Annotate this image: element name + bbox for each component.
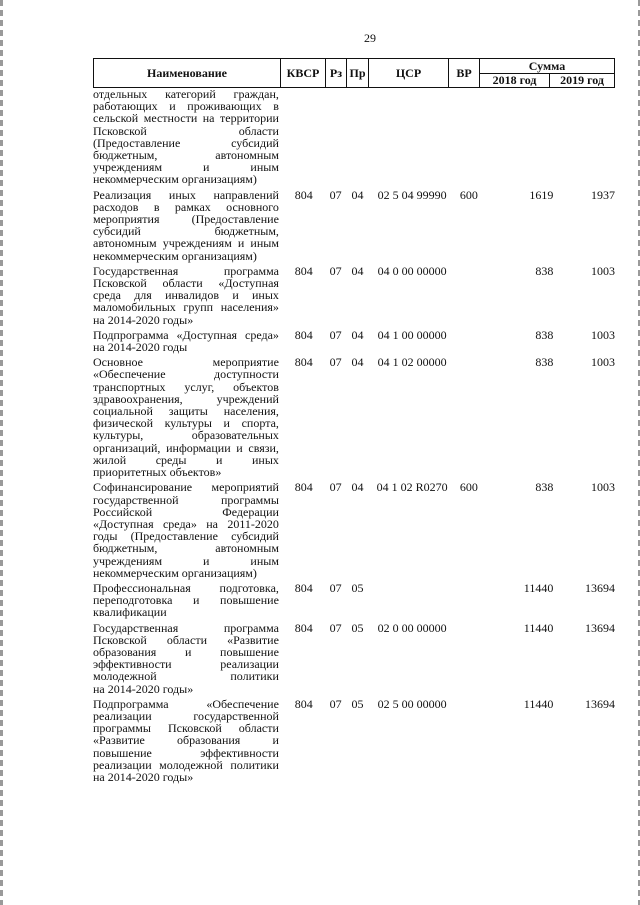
- row-vr: 600: [459, 187, 478, 202]
- row-name-line: мероприятия (Предоставление: [93, 212, 279, 227]
- row-name: [93, 329, 279, 353]
- row-name-line: квалификации: [93, 605, 167, 620]
- row-y2018: 11440: [523, 580, 554, 595]
- row-name-line: некоммерческим организациям): [93, 172, 257, 187]
- row-name-line: сельской местности на территории: [93, 111, 279, 126]
- row-y2019: 1003: [590, 327, 615, 342]
- row-y2019: 13694: [584, 580, 615, 595]
- row-name-line: Псковской области «Развитие: [93, 632, 279, 647]
- row-kvsr: 804: [294, 327, 313, 342]
- row-csr: 02 0 00 00000: [377, 620, 447, 635]
- row-name-line: некоммерческим организациям): [93, 248, 257, 263]
- row-name-line: эффективности реализации: [93, 657, 279, 672]
- row-csr: 04 1 00 00000: [377, 327, 447, 342]
- row-csr: 02 5 00 00000: [377, 696, 447, 711]
- row-name-line: Софинансирование мероприятий: [93, 480, 279, 495]
- row-name-line: реализации государственной: [93, 708, 279, 723]
- row-name-line: молодежной политики: [93, 669, 279, 684]
- row-y2018: 838: [535, 355, 554, 370]
- row-y2019: 1003: [590, 263, 615, 278]
- row-name-line: образования и повышение: [93, 644, 279, 659]
- page-number: 29: [364, 31, 376, 45]
- row-name-line: Реализация иных направлений: [93, 187, 279, 202]
- row-name-line: на 2014-2020 годы»: [93, 769, 194, 784]
- row-y2019: 1003: [590, 355, 615, 370]
- table-row: [93, 329, 615, 353]
- row-name-line: Государственная программа: [93, 620, 279, 635]
- row-rz: 07: [329, 355, 342, 370]
- row-name: [93, 88, 279, 186]
- row-name-line: социальной защиты населения,: [93, 404, 279, 419]
- header-vr: ВР: [449, 59, 480, 87]
- row-name-line: физической культуры и спорта,: [93, 416, 279, 431]
- row-kvsr: 804: [294, 580, 313, 595]
- row-y2018: 1619: [529, 187, 554, 202]
- row-rz: 07: [329, 696, 342, 711]
- row-name-line: Российской Федерации: [93, 504, 279, 519]
- table-header: [93, 58, 615, 88]
- table-row: [93, 582, 615, 619]
- row-name-line: отдельных категорий граждан,: [93, 87, 279, 101]
- row-kvsr: 804: [294, 696, 313, 711]
- row-csr: 02 5 04 99990: [377, 187, 447, 202]
- row-pr: 04: [351, 355, 364, 370]
- row-rz: 07: [329, 620, 342, 635]
- row-name-line: (Предоставление субсидий: [93, 135, 279, 150]
- row-y2019: 13694: [584, 620, 615, 635]
- row-name-line: бюджетным, автономным: [93, 148, 279, 163]
- row-name-line: «Обеспечение доступности: [93, 367, 279, 382]
- row-name-line: программы Псковской области: [93, 721, 279, 736]
- header-pr: Пр: [347, 59, 369, 87]
- table-row: [93, 622, 615, 695]
- row-name-line: маломобильных групп населения»: [93, 300, 279, 315]
- row-y2018: 838: [535, 327, 554, 342]
- row-name-line: жилой среды и иных: [93, 452, 279, 467]
- row-name-line: на 2014-2020 годы: [93, 340, 188, 355]
- row-name-line: «Доступная среда» на 2011-2020: [93, 516, 279, 531]
- row-name-line: здравоохранения, учреждений: [93, 391, 279, 406]
- row-kvsr: 804: [294, 263, 313, 278]
- table-body: [93, 88, 615, 783]
- table-row: [93, 481, 615, 579]
- row-name-line: «Развитие образования и: [93, 733, 279, 748]
- row-y2018: 838: [535, 480, 554, 495]
- row-y2019: 13694: [584, 696, 615, 711]
- row-name: [93, 189, 279, 262]
- header-year-2018: 2018 год: [480, 74, 550, 87]
- row-name-line: Основное мероприятие: [93, 355, 279, 370]
- row-name-line: повышение эффективности: [93, 745, 279, 760]
- row-name-line: Государственная программа: [93, 263, 279, 278]
- row-name-line: на 2014-2020 годы»: [93, 681, 194, 696]
- row-name-line: организаций, информации и связи,: [93, 440, 279, 455]
- row-pr: 04: [351, 327, 364, 342]
- row-csr: 04 1 02 00000: [377, 355, 447, 370]
- table-row: [93, 88, 615, 186]
- row-name: [93, 622, 279, 695]
- row-pr: 04: [351, 480, 364, 495]
- row-name-line: Подпрограмма «Обеспечение: [93, 696, 279, 711]
- row-rz: 07: [329, 480, 342, 495]
- row-y2019: 1003: [590, 480, 615, 495]
- row-kvsr: 804: [294, 187, 313, 202]
- header-rz: Рз: [326, 59, 347, 87]
- row-y2018: 11440: [523, 696, 554, 711]
- header-year-2019: 2019 год: [560, 73, 604, 87]
- row-name-line: государственной программы: [93, 492, 279, 507]
- row-name-line: расходов в рамках основного: [93, 199, 279, 214]
- row-csr: 04 0 00 00000: [377, 263, 447, 278]
- row-name-line: годы (Предоставление субсидий: [93, 529, 279, 544]
- row-name-line: приоритетных объектов»: [93, 465, 222, 480]
- row-name: [93, 698, 279, 783]
- row-y2018: 838: [535, 263, 554, 278]
- row-name-line: транспортных услуг, объектов: [93, 379, 279, 394]
- row-name-line: Профессиональная подготовка,: [93, 580, 279, 595]
- row-name-line: работающих и проживающих в: [93, 99, 279, 114]
- row-y2018: 11440: [523, 620, 554, 635]
- row-name-line: автономным учреждениям и иным: [93, 236, 279, 251]
- row-name: [93, 265, 279, 326]
- row-rz: 07: [329, 327, 342, 342]
- row-name-line: Псковской области «Доступная: [93, 276, 279, 291]
- row-pr: 04: [351, 187, 364, 202]
- row-kvsr: 804: [294, 620, 313, 635]
- row-name-line: среда для инвалидов и иных: [93, 288, 279, 303]
- row-y2019: 1937: [590, 187, 615, 202]
- row-name: [93, 356, 279, 478]
- row-kvsr: 804: [294, 480, 313, 495]
- header-kvsr: КВСР: [281, 59, 326, 87]
- row-pr: 05: [351, 620, 364, 635]
- row-rz: 07: [329, 580, 342, 595]
- row-name-line: учреждениям и иным: [93, 553, 279, 568]
- table-row: [93, 189, 615, 262]
- row-kvsr: 804: [294, 355, 313, 370]
- row-name-line: на 2014-2020 годы»: [93, 312, 194, 327]
- header-sum: Сумма: [480, 59, 614, 74]
- row-name-line: бюджетным, автономным: [93, 541, 279, 556]
- row-pr: 04: [351, 263, 364, 278]
- row-vr: 600: [459, 480, 478, 495]
- row-name-line: культуры, образовательных: [93, 428, 279, 443]
- row-name: [93, 582, 279, 619]
- table-row: [93, 265, 615, 326]
- table-row: [93, 356, 615, 478]
- row-rz: 07: [329, 187, 342, 202]
- row-name-line: субсидий бюджетным,: [93, 224, 279, 239]
- row-name-line: учреждениям и иным: [93, 160, 279, 175]
- row-name-line: Подпрограмма «Доступная среда»: [93, 327, 279, 342]
- row-rz: 07: [329, 263, 342, 278]
- row-name-line: Псковской области: [93, 123, 279, 138]
- row-csr: 04 1 02 R0270: [376, 480, 448, 495]
- header-csr: ЦСР: [369, 59, 449, 87]
- scan-edge-left: [0, 0, 3, 905]
- row-name: [93, 481, 279, 579]
- table-row: [93, 698, 615, 783]
- row-name-line: реализации молодежной политики: [93, 757, 279, 772]
- row-pr: 05: [351, 696, 364, 711]
- header-name: Наименование: [94, 59, 281, 87]
- row-name-line: некоммерческим организациям): [93, 565, 257, 580]
- row-pr: 05: [351, 580, 364, 595]
- row-name-line: переподготовка и повышение: [93, 593, 279, 608]
